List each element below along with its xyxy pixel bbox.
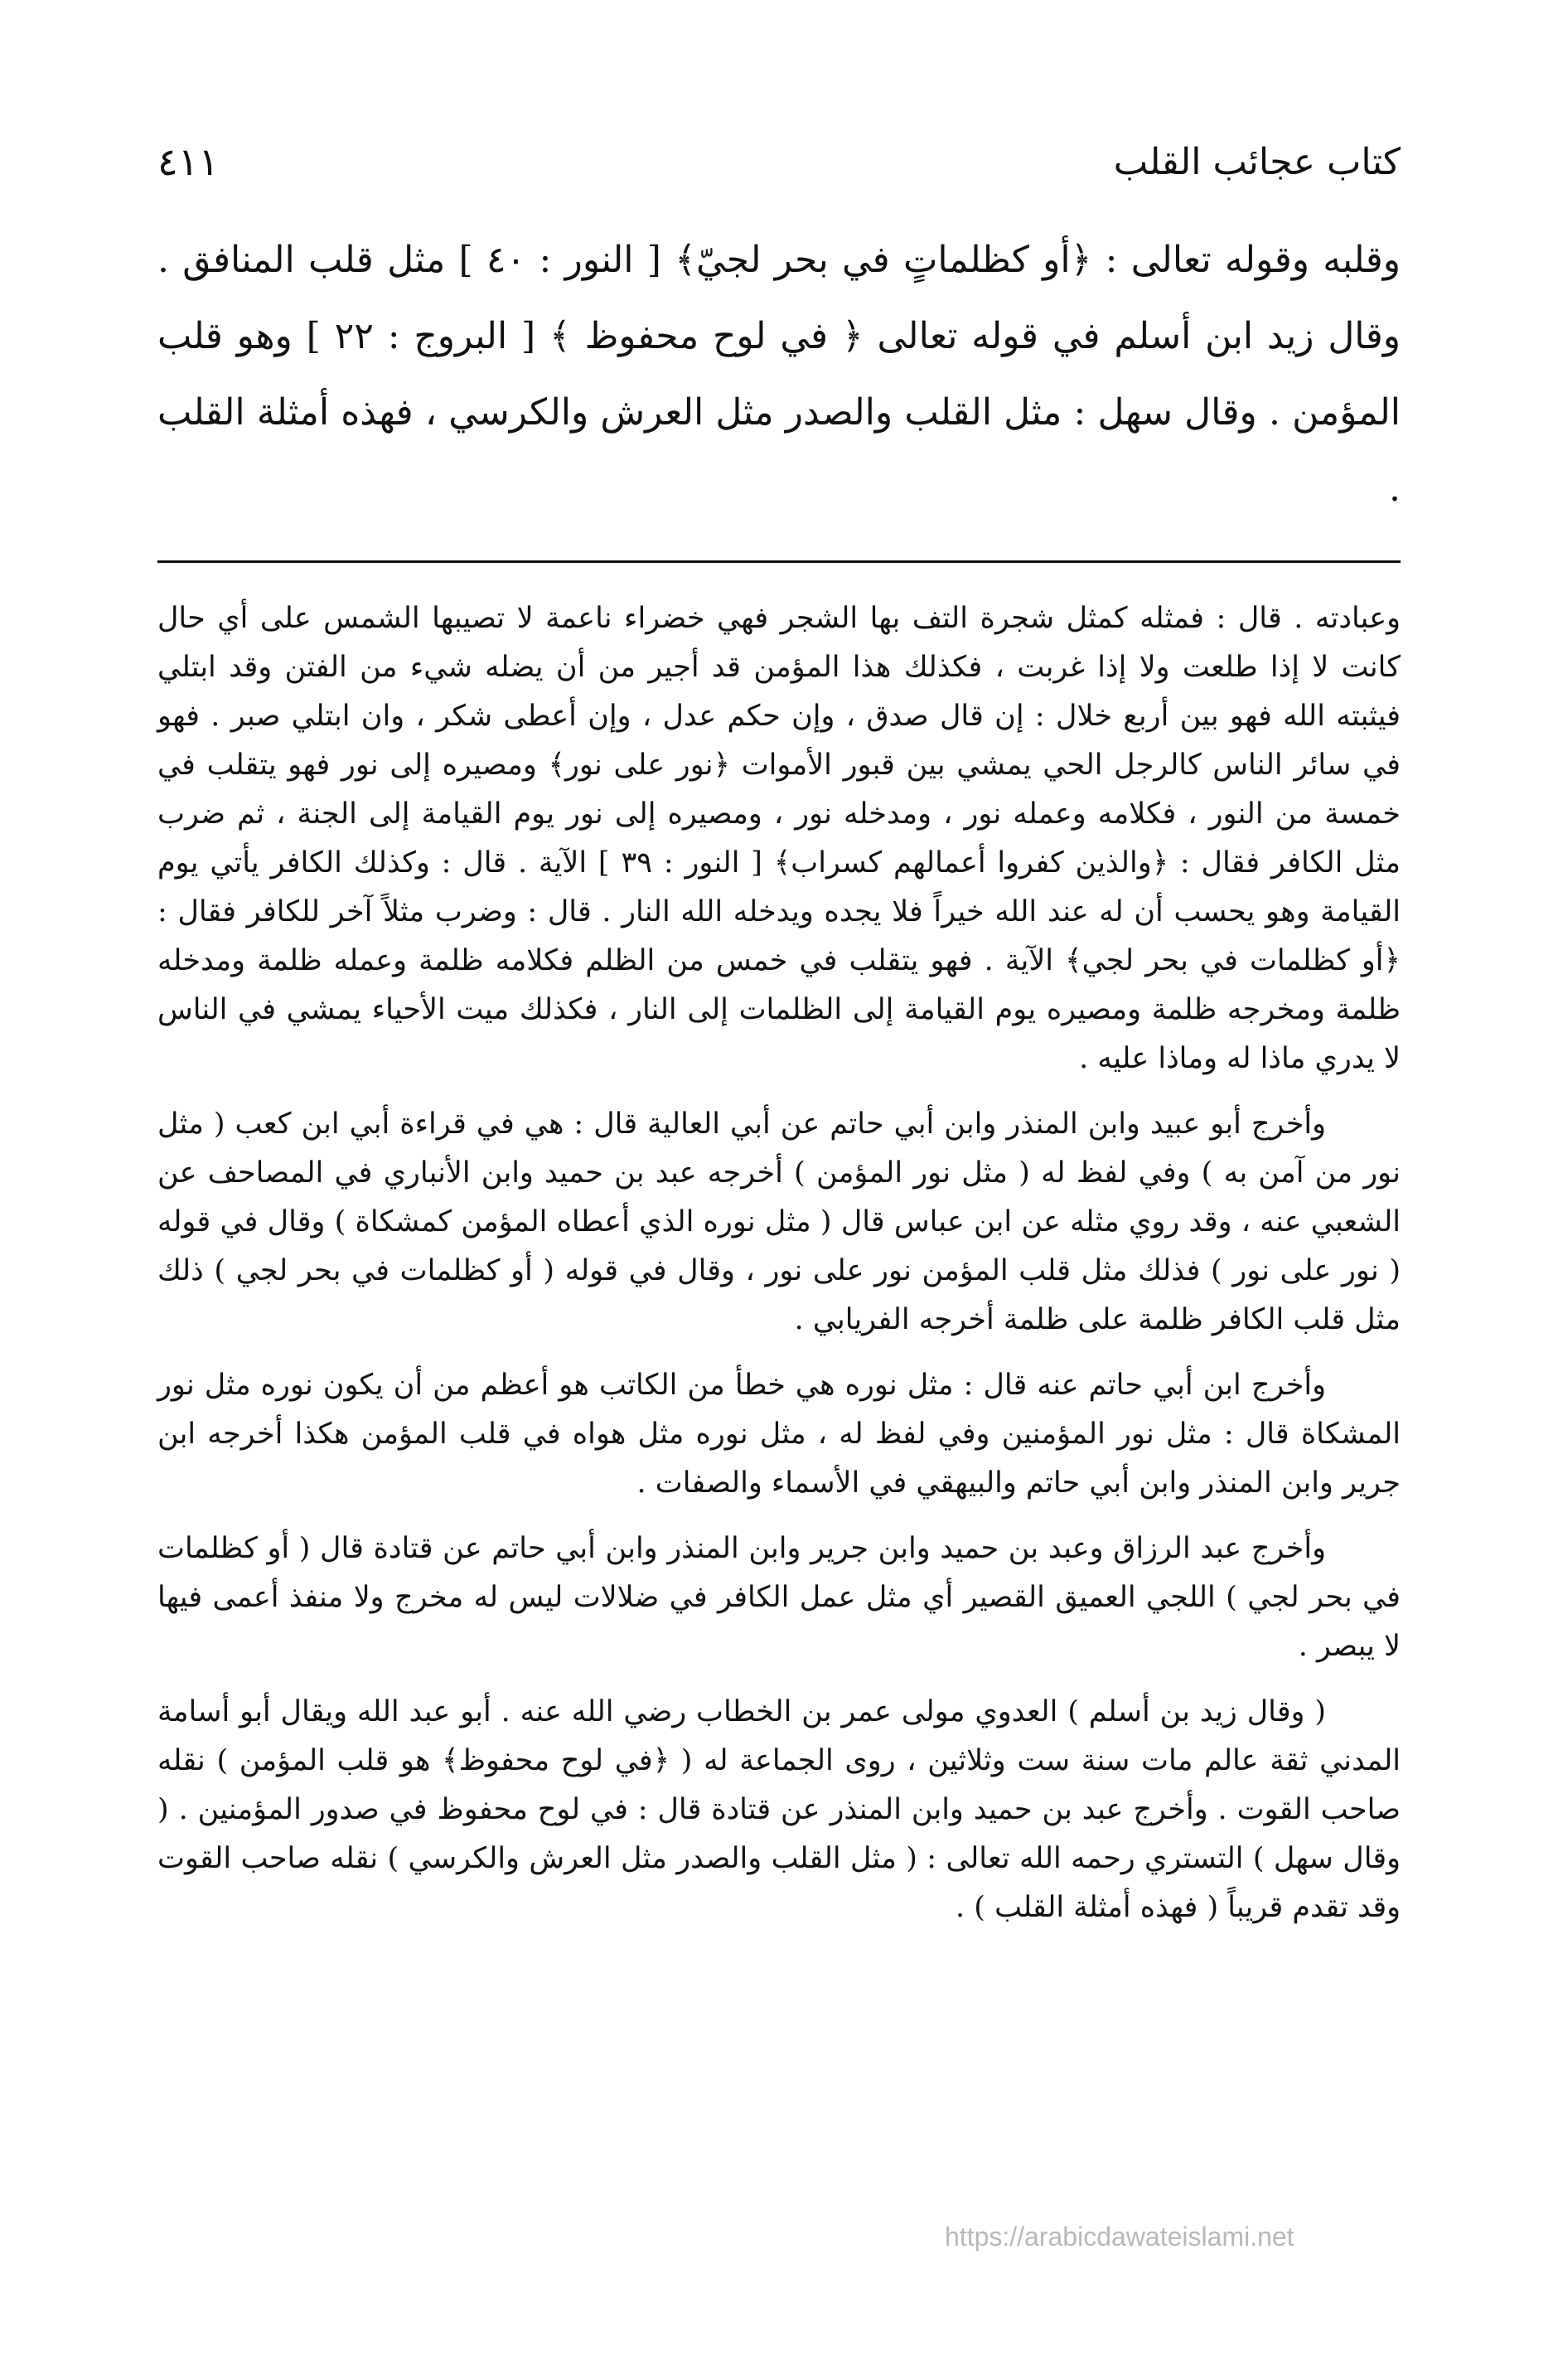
commentary-paragraph: وأخرج عبد الرزاق وعبد بن حميد وابن جرير وابن المنذر وابن أبي حاتم عن قتادة قال ( أو كظلمات في بحر لجي ) اللجي العميق القصير أي مثل عمل الكافر في ضلالات ليس له مخرج ولا منفذ أعمى فيها لا يبصر .	[157, 1532, 1401, 1663]
commentary-paragraph: وأخرج ابن أبي حاتم عنه قال : مثل نوره هي خطأ من الكاتب هو أعظم من أن يكون نوره مثل نور المشكاة قال : مثل نور المؤمنين وفي لفظ له ، مثل نوره مثل هواه في قلب المؤمن هكذا أخرجه ابن جرير وابن المنذر وابن أبي حاتم والبيهقي في الأسماء والصفات .	[157, 1369, 1401, 1500]
running-title: كتاب عجائب القلب	[1113, 140, 1401, 183]
commentary	[157, 594, 1401, 1932]
commentary-paragraph: وأخرج أبو عبيد وابن المنذر وابن أبي حاتم عن أبي العالية قال : هي في قراءة أبي ابن كعب ( مثل نور من آمن به ) وفي لفظ له ( مثل نور المؤمن ) أخرجه عبد بن حميد وابن الأنباري في المصاحف عن الشعبي عنه ، وقد روي مثله عن ابن عباس قال ( مثل نوره الذي أعطاه المؤمن كمشكاة ) وقال في قوله ( نور على نور ) فذلك مثل قلب المؤمن نور على نور ، وقال في قوله ( أو كظلمات في بحر لجي ) ذلك مثل قلب الكافر ظلمة على ظلمة أخرجه الفريابي .	[157, 1108, 1401, 1336]
book-page	[157, 124, 1401, 2280]
page-header	[157, 124, 1401, 199]
watermark-url: https://arabicdawateislami.net	[945, 2222, 1294, 2252]
main-text: وقلبه وقوله تعالى : ﴿أو كظلماتٍ في بحر لجيّ﴾ [ النور : ٤٠ ] مثل قلب المنافق . وقال زيد ابن أسلم في قوله تعالى ﴿ في لوح محفوظ ﴾ [ البروج : ٢٢ ] وهو قلب المؤمن . وقال سهل : مثل القلب والصدر مثل العرش والكرسي ، فهذه أمثلة القلب .	[157, 239, 1401, 510]
section-divider	[157, 560, 1401, 563]
page-number: ٤١١	[157, 139, 220, 184]
commentary-paragraph: وعبادته . قال : فمثله كمثل شجرة التف بها الشجر فهي خضراء ناعمة لا تصيبها الشمس على أي حال كانت لا إذا طلعت ولا إذا غربت ، فكذلك هذا المؤمن قد أجير من أن يضله شيء من الفتن وقد ابتلي فيثبته الله فهو بين أربع خلال : إن قال صدق ، وإن حكم عدل ، وإن أعطى شكر ، وان ابتلي صبر . فهو في سائر الناس كالرجل الحي يمشي بين قبور الأموات ﴿نور على نور﴾ ومصيره إلى نور فهو يتقلب في خمسة من النور ، فكلامه وعمله نور ، ومدخله نور ، ومصيره إلى نور يوم القيامة إلى الجنة ، ثم ضرب مثل الكافر فقال : ﴿والذين كفروا أعمالهم كسراب﴾ [ النور : ٣٩ ] الآية . قال : وكذلك الكافر يأتي يوم القيامة وهو يحسب أن له عند الله خيراً فلا يجده ويدخله الله النار . قال : وضرب مثلاً آخر للكافر فقال : ﴿أو كظلمات في بحر لجي﴾ الآية . فهو يتقلب في خمس من الظلم فكلامه ظلمة وعمله ظلمة ومدخله ظلمة ومخرجه ظلمة ومصيره يوم القيامة إلى الظلمات إلى النار ، فكذلك ميت الأحياء يمشي في الناس لا يدري ماذا له وماذا عليه .	[157, 602, 1401, 1075]
commentary-paragraph: ( وقال زيد بن أسلم ) العدوي مولى عمر بن الخطاب رضي الله عنه . أبو عبد الله ويقال أبو أسامة المدني ثقة عالم مات سنة ست وثلاثين ، روى الجماعة له ( ﴿في لوح محفوظ﴾ هو قلب المؤمن ) نقله صاحب القوت . وأخرج عبد بن حميد وابن المنذر عن قتادة قال : في لوح محفوظ في صدور المؤمنين . ( وقال سهل ) التستري رحمه الله تعالى : ( مثل القلب والصدر مثل العرش والكرسي ) نقله صاحب القوت وقد تقدم قريباً ( فهذه أمثلة القلب ) .	[157, 1695, 1401, 1924]
